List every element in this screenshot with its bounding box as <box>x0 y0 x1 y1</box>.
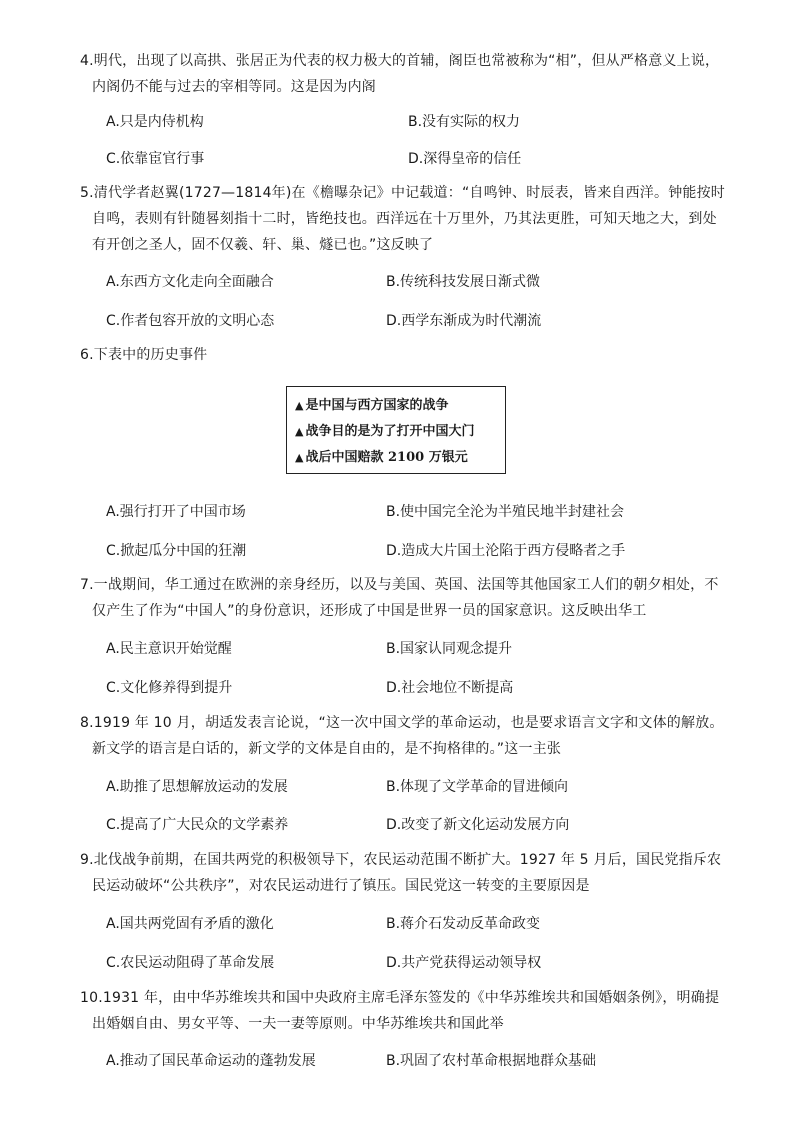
question-9-option-b[interactable]: B.蒋介石发动反革命政变 <box>386 916 541 932</box>
question-4-options-row-2 <box>106 148 726 168</box>
question-9-options-row-1 <box>106 913 726 933</box>
question-8-option-b[interactable]: B.体现了文学革命的冒进倾向 <box>386 779 569 795</box>
question-6 <box>80 342 730 368</box>
question-8 <box>80 710 730 762</box>
question-7-option-d[interactable]: D.社会地位不断提高 <box>386 680 514 696</box>
question-7-stem: 7.一战期间，华工通过在欧洲的亲身经历，以及与美国、英国、法国等其他国家工人们的朝夕相处，不仅产生了作为“中国人”的身份意识，还形成了中国是世界一员的国家意识。这反映出华工 <box>80 577 719 619</box>
question-7-option-a[interactable]: A.民主意识开始觉醒 <box>106 641 232 657</box>
question-8-option-d[interactable]: D.改变了新文化运动发展方向 <box>386 817 570 833</box>
question-7-options-row-2 <box>106 677 726 697</box>
question-7-options-row-1 <box>106 638 726 658</box>
question-4-stem: 4.明代，出现了以高拱、张居正为代表的权力极大的首辅，阁臣也常被称为“相”，但从严格意义上说，内阁仍不能与过去的宰相等同。这是因为内阁 <box>80 53 720 95</box>
question-8-options-row-2 <box>106 814 726 834</box>
question-6-event-table <box>286 386 506 474</box>
question-5-options-row-2 <box>106 310 726 330</box>
question-5 <box>80 180 730 258</box>
question-5-option-b[interactable]: B.传统科技发展日渐式微 <box>386 274 541 290</box>
question-9-option-c[interactable]: C.农民运动阻碍了革命发展 <box>106 955 275 971</box>
question-7-option-c[interactable]: C.文化修养得到提升 <box>106 680 233 696</box>
table-row: ▲ 是中国与西方国家的战争 <box>295 398 449 413</box>
question-8-option-c[interactable]: C.提高了广大民众的文学素养 <box>106 817 289 833</box>
question-5-stem: 5.清代学者赵翼(1727—1814年)在《檐曝杂记》中记载道：“自鸣钟、时辰表，皆来自西洋。钟能按时自鸣，表则有针随晷刻指十二时，皆绝技也。西洋远在十万里外，乃其法更胜，可知天地之大，到处有开创之圣人，固不仅羲、轩、巢、燧已也。”这反映了 <box>80 185 725 253</box>
question-7-option-b[interactable]: B.国家认同观念提升 <box>386 641 513 657</box>
question-9-option-d[interactable]: D.共产党获得运动领导权 <box>386 955 542 971</box>
question-6-option-b[interactable]: B.使中国完全沦为半殖民地半封建社会 <box>386 504 625 520</box>
question-4-options-row-1 <box>106 111 726 131</box>
question-8-options-row-1 <box>106 776 726 796</box>
question-10-option-b[interactable]: B.巩固了农村革命根据地群众基础 <box>386 1053 597 1069</box>
question-7 <box>80 572 730 624</box>
question-5-option-d[interactable]: D.西学东渐成为时代潮流 <box>386 313 542 329</box>
table-row: ▲ 战后中国赔款 2100 万银元 <box>295 450 468 465</box>
triangle-icon: ▲ <box>295 399 304 412</box>
question-8-option-a[interactable]: A.助推了思想解放运动的发展 <box>106 779 288 795</box>
question-8-stem: 8.1919 年 10 月，胡适发表言论说，“这一次中国文学的革命运动，也是要求语言文字和文体的解放。新文学的语言是白话的，新文学的文体是自由的，是不拘格律的。”这一主张 <box>80 715 724 757</box>
question-4-option-b[interactable]: B.没有实际的权力 <box>408 114 521 130</box>
question-5-option-c[interactable]: C.作者包容开放的文明心态 <box>106 313 275 329</box>
question-5-option-a[interactable]: A.东西方文化走向全面融合 <box>106 274 274 290</box>
table-row: ▲ 战争目的是为了打开中国大门 <box>295 424 475 439</box>
question-4-option-d[interactable]: D.深得皇帝的信任 <box>408 151 522 167</box>
question-5-options-row-1 <box>106 271 726 291</box>
triangle-icon: ▲ <box>295 425 304 438</box>
question-10-options-row-1 <box>106 1050 726 1070</box>
triangle-icon: ▲ <box>295 451 304 464</box>
question-9 <box>80 847 730 899</box>
question-9-options-row-2 <box>106 952 726 972</box>
question-6-options-row-2 <box>106 540 726 560</box>
question-9-option-a[interactable]: A.国共两党固有矛盾的激化 <box>106 916 274 932</box>
question-6-options-row-1 <box>106 501 726 521</box>
question-6-option-a[interactable]: A.强行打开了中国市场 <box>106 504 246 520</box>
question-10 <box>80 985 730 1037</box>
question-9-stem: 9.北伐战争前期，在国共两党的积极领导下，农民运动范围不断扩大。1927 年 5 月后，国民党指斥农民运动破坏“公共秩序”，对农民运动进行了镇压。国民党这一转变的主要原因是 <box>80 852 722 894</box>
question-10-option-a[interactable]: A.推动了国民革命运动的蓬勃发展 <box>106 1053 316 1069</box>
question-10-stem: 10.1931 年，由中华苏维埃共和国中央政府主席毛泽东签发的《中华苏维埃共和国婚姻条例》，明确提出婚姻自由、男女平等、一夫一妻等原则。中华苏维埃共和国此举 <box>80 990 720 1032</box>
question-6-option-d[interactable]: D.造成大片国土沦陷于西方侵略者之手 <box>386 543 626 559</box>
question-4-option-a[interactable]: A.只是内侍机构 <box>106 114 204 130</box>
question-6-stem: 6.下表中的历史事件 <box>80 347 208 363</box>
question-4-option-c[interactable]: C.依靠宦官行事 <box>106 151 205 167</box>
question-4 <box>80 48 730 100</box>
question-6-option-c[interactable]: C.掀起瓜分中国的狂潮 <box>106 543 247 559</box>
